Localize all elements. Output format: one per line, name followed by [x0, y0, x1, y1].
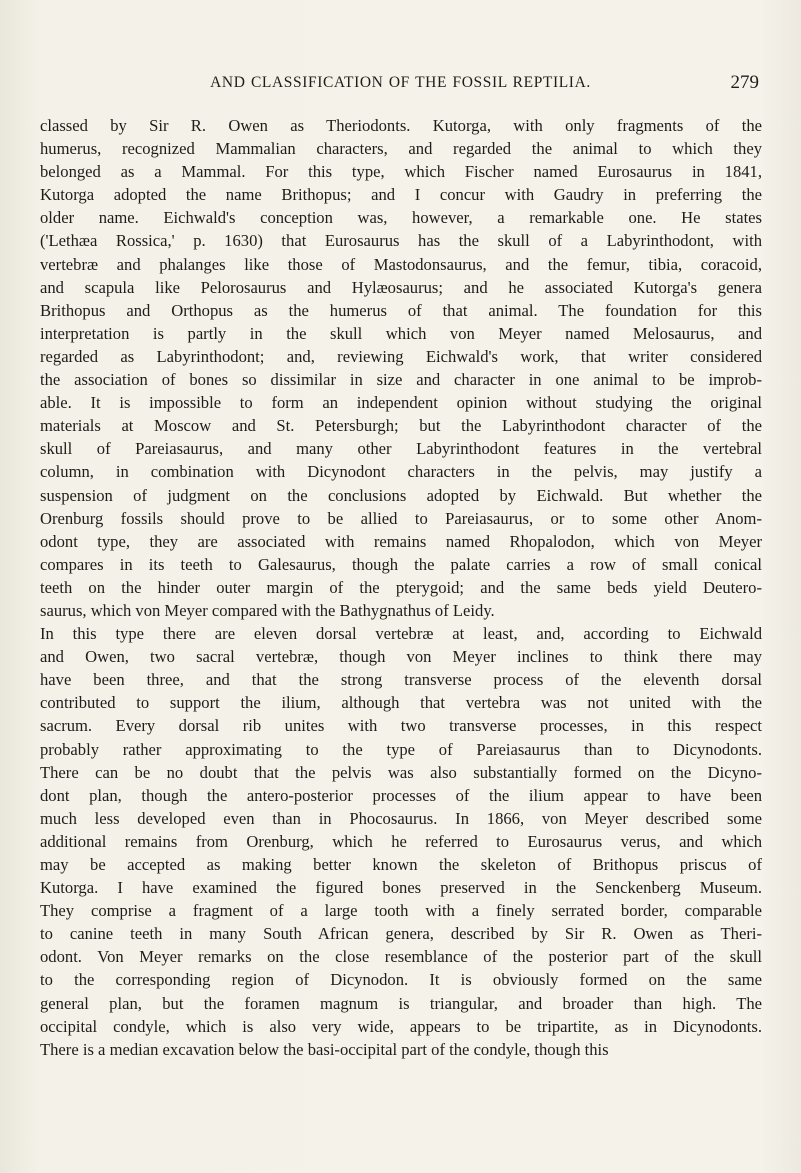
- text-line: additional remains from Orenburg, which he referred to Eurosaurus verus, and which: [40, 831, 762, 851]
- text-line: occipital condyle, which is also very wide, appears to be tripartite, as in Dicynodonts.: [40, 1016, 762, 1036]
- running-title: AND CLASSIFICATION OF THE FOSSIL REPTILIA.: [210, 74, 591, 91]
- text-line: to canine teeth in many South African genera, described by Sir R. Owen as Theri-: [40, 924, 762, 944]
- text-line: contributed to support the ilium, although that vertebra was not united with the: [40, 693, 762, 713]
- text-line: regarded as Labyrinthodont; and, reviewing Eichwald's work, that writer considered: [40, 346, 762, 366]
- text-line: dont plan, though the antero-posterior processes of the ilium appear to have been: [40, 785, 762, 805]
- text-line: odont type, they are associated with remains named Rhopalodon, which von Meyer: [40, 531, 762, 551]
- text-line: Kutorga adopted the name Brithopus; and I concur with Gaudry in preferring the: [40, 185, 762, 205]
- text-line: and scapula like Pelorosaurus and Hylæosaurus; and he associated Kutorga's genera: [40, 277, 762, 297]
- page-number: 279: [730, 72, 759, 93]
- text-line: teeth on the hinder outer margin of the pterygoid; and the same beds yield Deutero-: [40, 577, 762, 597]
- text-line: sacrum. Every dorsal rib unites with two transverse processes, in this respect: [40, 716, 762, 736]
- text-line: older name. Eichwald's conception was, however, a remarkable one. He states: [40, 208, 762, 228]
- text-line: humerus, recognized Mammalian characters, and regarded the animal to which they: [40, 139, 762, 159]
- text-line: belonged as a Mammal. For this type, which Fischer named Eurosaurus in 1841,: [40, 162, 762, 182]
- text-line: much less developed even than in Phocosaurus. In 1866, von Meyer described some: [40, 808, 762, 828]
- text-line: skull of Pareiasaurus, and many other Labyrinthodont features in the vertebral: [40, 439, 762, 459]
- body-text: [40, 114, 762, 1061]
- text-line: the association of bones so dissimilar in size and character in one animal to be improb-: [40, 370, 762, 390]
- text-line: may be accepted as making better known the skeleton of Brithopus priscus of: [40, 855, 762, 874]
- text-line: able. It is impossible to form an independent opinion without studying the original: [40, 393, 762, 413]
- page-header: [36, 74, 765, 98]
- text-line: odont. Von Meyer remarks on the close resemblance of the posterior part of the skull: [40, 947, 762, 967]
- text-line: materials at Moscow and St. Petersburgh; but the Labyrinthodont character of the: [40, 416, 762, 436]
- text-line: ('Lethæa Rossica,' p. 1630) that Eurosaurus has the skull of a Labyrinthodont, with: [40, 231, 762, 251]
- text-line: Brithopus and Orthopus as the humerus of that animal. The foundation for this: [40, 300, 762, 320]
- text-line: probably rather approximating to the type of Pareiasaurus than to Dicynodonts.: [40, 739, 762, 759]
- text-line: saurus, which von Meyer compared with the Bathygnathus of Leidy.: [40, 600, 495, 620]
- text-line: column, in combination with Dicynodont characters in the pelvis, may justify a: [40, 462, 762, 482]
- text-line: Kutorga. I have examined the figured bones preserved in the Senckenberg Museum.: [40, 878, 762, 898]
- text-line: compares in its teeth to Galesaurus, though the palate carries a row of small conical: [40, 554, 762, 574]
- text-line: to the corresponding region of Dicynodon. It is obviously formed on the same: [40, 970, 762, 990]
- text-line: In this type there are eleven dorsal vertebræ at least, and, according to Eichwald: [40, 624, 762, 644]
- text-line: interpretation is partly in the skull which von Meyer named Melosaurus, and: [40, 323, 762, 343]
- text-line: There can be no doubt that the pelvis was also substantially formed on the Dicyno-: [40, 762, 762, 782]
- text-line: classed by Sir R. Owen as Theriodonts. Kutorga, with only fragments of the: [40, 116, 762, 135]
- text-line: have been three, and that the strong transverse process of the eleventh dorsal: [40, 670, 762, 690]
- text-line: suspension of judgment on the conclusions adopted by Eichwald. But whether the: [40, 485, 762, 505]
- text-line: Orenburg fossils should prove to be allied to Pareiasaurus, or to some other Anom-: [40, 508, 762, 528]
- text-line: and Owen, two sacral vertebræ, though von Meyer inclines to think there may: [40, 647, 762, 667]
- text-line: There is a median excavation below the basi-occipital part of the condyle, though this: [40, 1039, 609, 1059]
- text-line: vertebræ and phalanges like those of Mastodonsaurus, and the femur, tibia, coracoid,: [40, 254, 762, 274]
- text-line: general plan, but the foramen magnum is triangular, and broader than high. The: [40, 993, 762, 1013]
- text-line: They comprise a fragment of a large tooth with a finely serrated border, comparable: [40, 901, 762, 921]
